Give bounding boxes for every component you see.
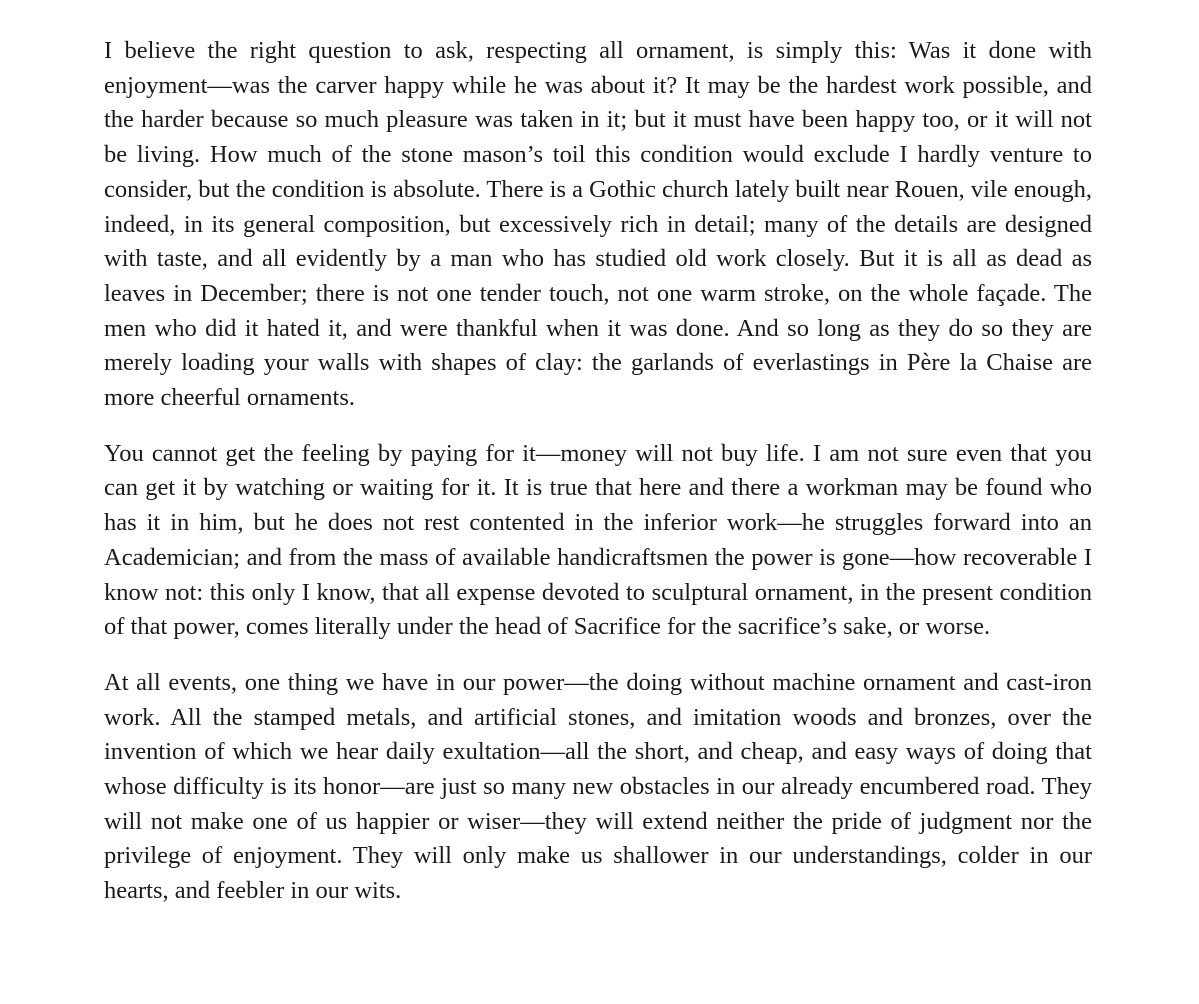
- paragraph-1: I believe the right question to ask, respecting all ornament, is simply this: Was it done with enjoyment—was the carver happy while he was about it? It may be the hardest work possible, and the harder because so much pleasure was taken in it; but it must have been happy too, or it will not be living. How much of the stone mason’s toil this condition would exclude I hardly venture to consider, but the condition is absolute. There is a Gothic church lately built near Rouen, vile enough, indeed, in its general composition, but excessively rich in detail; many of the details are designed with taste, and all evidently by a man who has studied old work closely. But it is all as dead as leaves in December; there is not one tender touch, not one warm stroke, on the whole façade. The men who did it hated it, and were thankful when it was done. And so long as they do so they are merely loading your walls with shapes of clay: the garlands of everlastings in Père la Chaise are more cheerful ornaments.: [104, 37, 1092, 412]
- paragraph-3: At all events, one thing we have in our power—the doing without machine ornament and cast-iron work. All the stamped metals, and artificial stones, and imitation woods and bronzes, over the invention of which we hear daily exultation—all the short, and cheap, and easy ways of doing that whose difficulty is its honor—are just so many new obstacles in our already encumbered road. They will not make one of us happier or wiser—they will extend neither the pride of judgment nor the privilege of enjoyment. They will only make us shallower in our understandings, colder in our hearts, and feebler in our wits.: [104, 668, 1092, 905]
- paragraph-2: You cannot get the feeling by paying for it—money will not buy life. I am not sure even that you can get it by watching or waiting for it. It is true that here and there a workman may be found who has it in him, but he does not rest contented in the inferior work—he struggles forward into an Academician; and from the mass of available handicraftsmen the power is gone—how recoverable I know not: this only I know, that all expense devoted to sculptural ornament, in the present condition of that power, comes literally under the head of Sacrifice for the sacrifice’s sake, or worse.: [104, 439, 1092, 641]
- document-body: [104, 34, 1092, 909]
